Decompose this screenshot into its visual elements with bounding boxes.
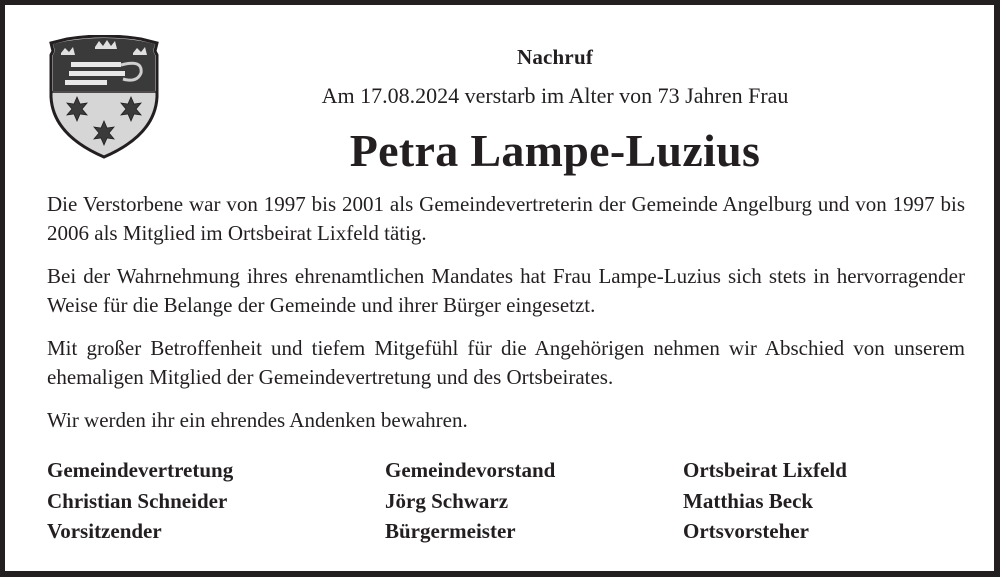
coat-of-arms-icon — [47, 35, 161, 159]
paragraph-remembrance: Wir werden ihr ein ehrendes Andenken bewahren. — [47, 408, 468, 432]
paragraph-service: Die Verstorbene war von 1997 bis 2001 als Gemeindevertreterin der Gemeinde Angelburg und von 1997 bis 2006 als Mitglied im Ortsbeirat Lixfeld tätig. — [47, 192, 965, 245]
paragraph-dedication: Bei der Wahrnehmung ihres ehrenamtlichen Mandates hat Frau Lampe-Luzius sich stets in hervorragender Weise für die Belange der Gemeinde und ihrer Bürger eingesetzt. — [47, 264, 965, 317]
signature-block — [683, 455, 847, 547]
signature-person: Matthias Beck — [683, 488, 814, 513]
paragraph-condolence: Mit großer Betroffenheit und tiefem Mitgefühl für die Angehörigen nehmen wir Abschied von unserem ehemaligen Mitglied der Gemeindevertretung und des Ortsbeirates. — [47, 336, 965, 389]
signature-body: Gemeindevorstand — [385, 458, 556, 482]
signature-body: Ortsbeirat Lixfeld — [683, 458, 847, 482]
signature-person: Jörg Schwarz — [385, 488, 509, 513]
deceased-name: Petra Lampe-Luzius — [349, 125, 761, 176]
signature-person: Christian Schneider — [47, 488, 228, 513]
signature-block — [385, 455, 555, 547]
signature-role: Ortsvorsteher — [683, 519, 809, 543]
signature-block — [47, 455, 233, 547]
signature-role: Vorsitzender — [47, 519, 162, 543]
notice-intro: Am 17.08.2024 verstarb im Alter von 73 Jahren Frau — [321, 83, 789, 108]
notice-title: Nachruf — [516, 45, 594, 69]
signature-role: Bürgermeister — [385, 519, 516, 543]
signature-body: Gemeindevertretung — [47, 458, 234, 482]
